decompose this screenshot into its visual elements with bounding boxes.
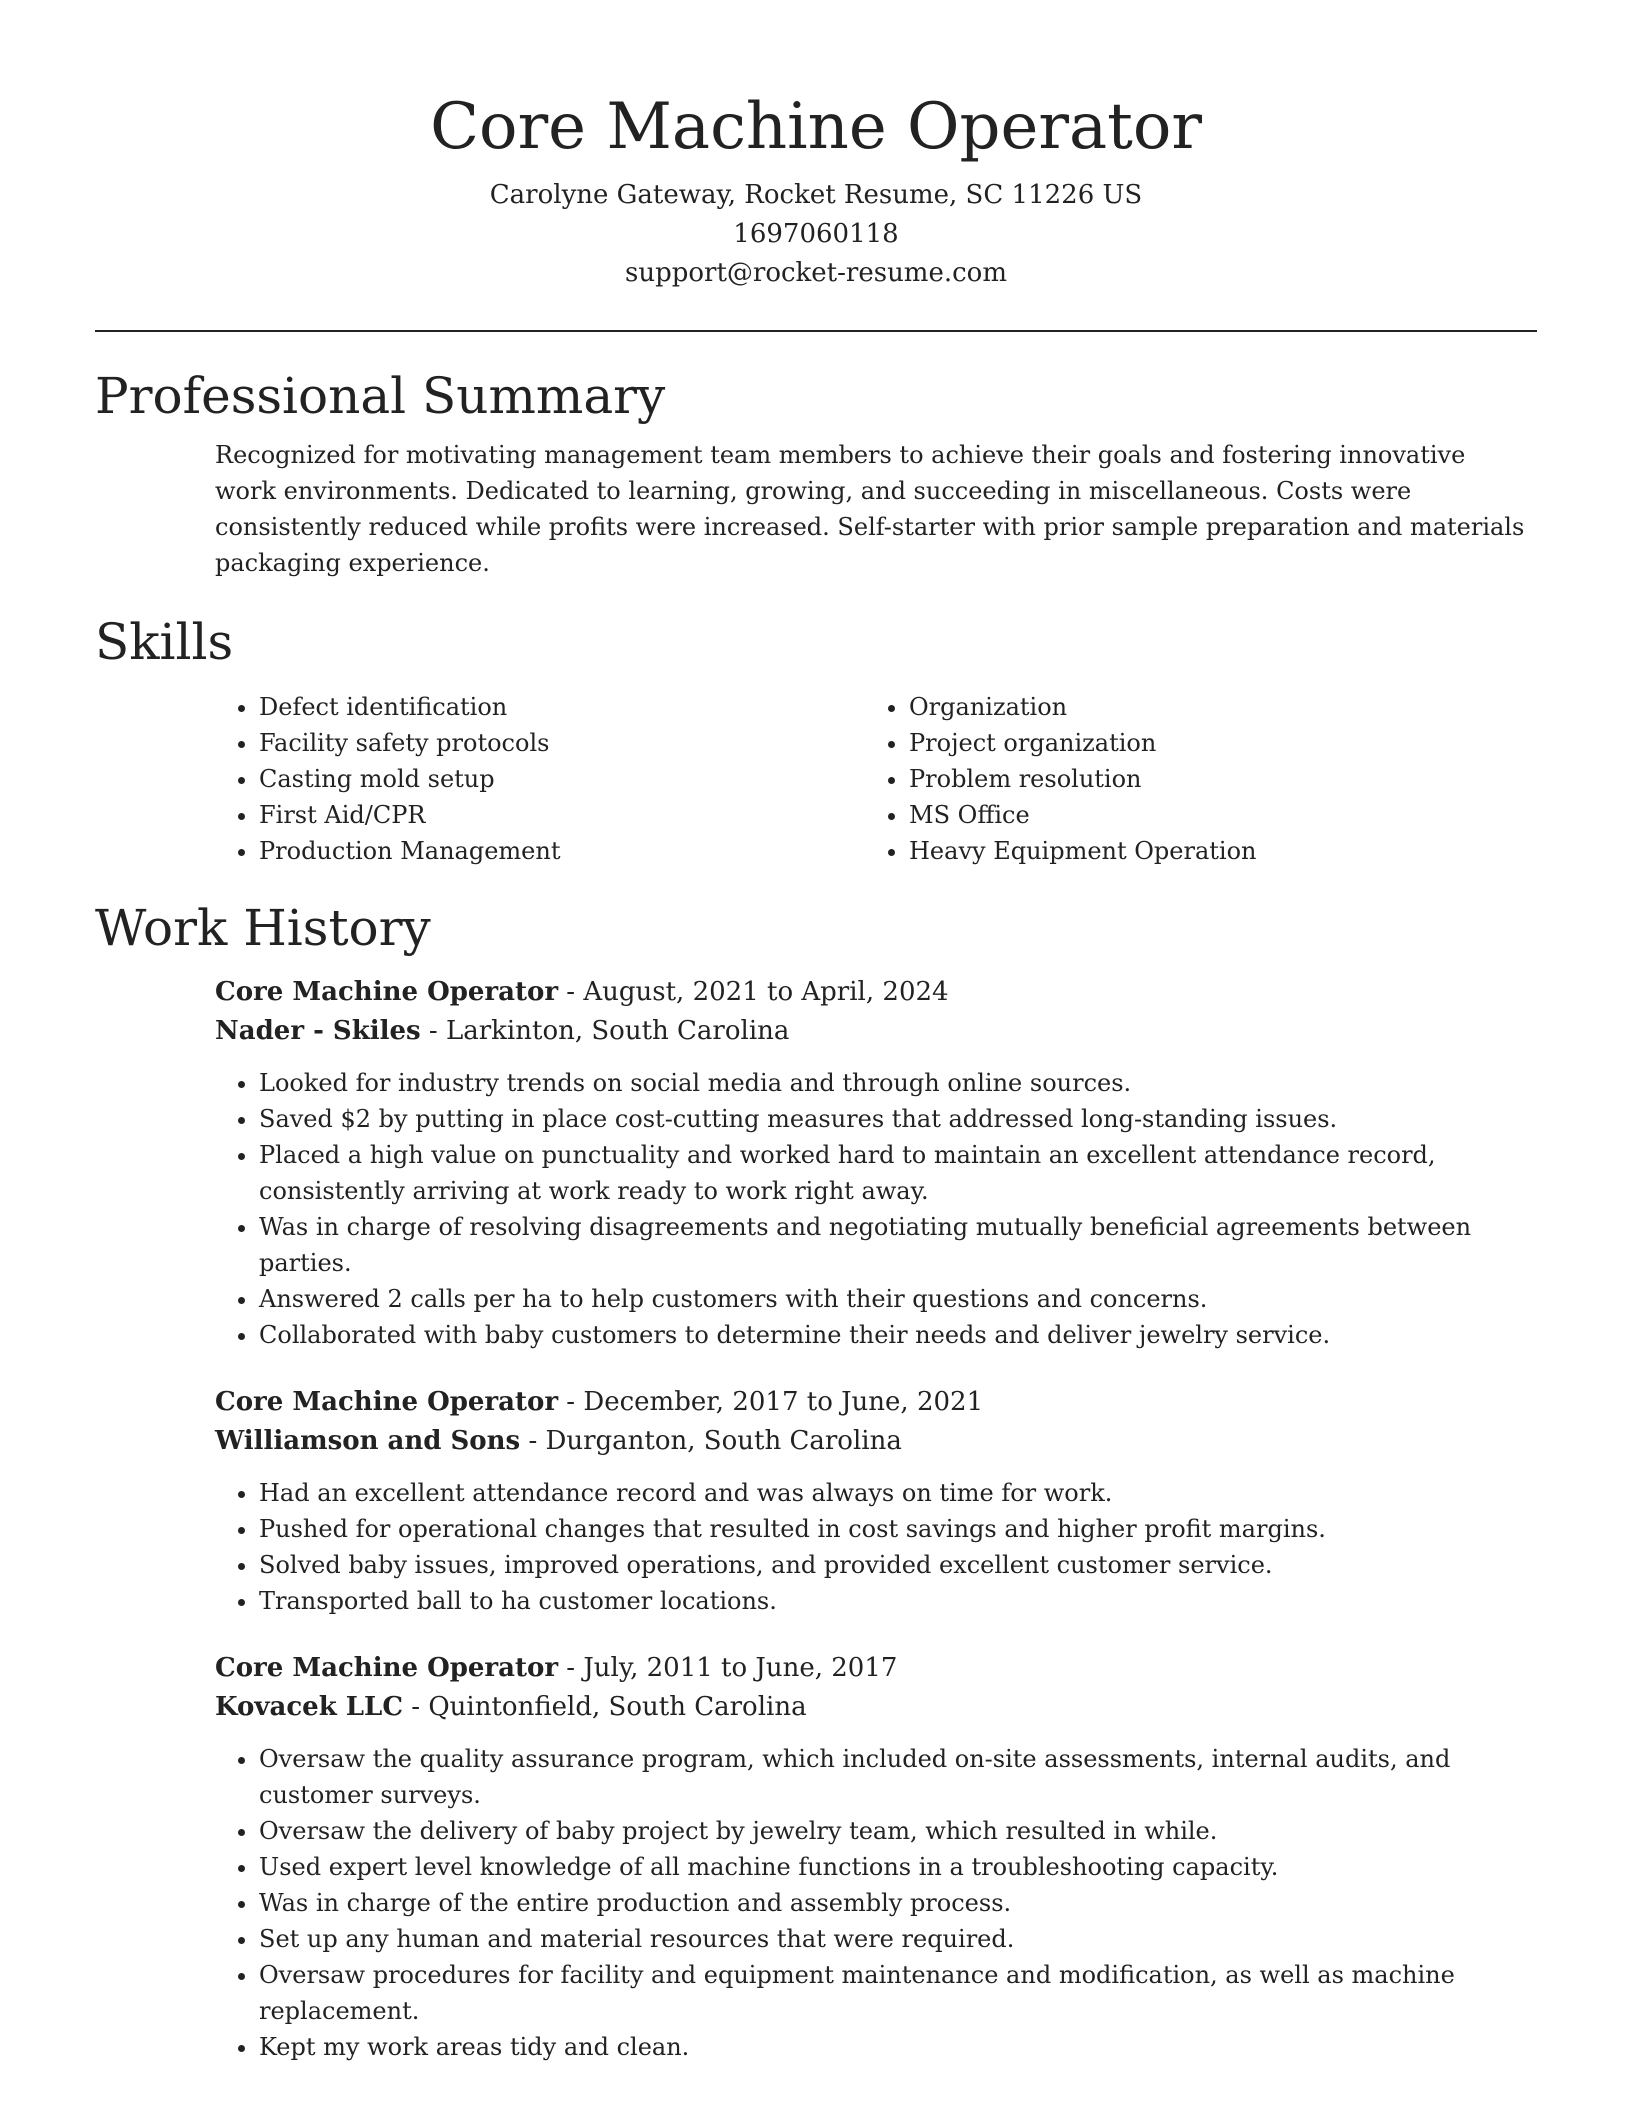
- job-title-line: Core Machine Operator - August, 2021 to April, 2024: [215, 977, 949, 1007]
- job-bullet: • Looked for industry trends on social media and through online sources.: [259, 1065, 1511, 1101]
- job-bullet: • Used expert level knowledge of all machine functions in a troubleshooting capacity.: [259, 1849, 1511, 1885]
- job-company-line: Nader - Skiles - Larkinton, South Carolina: [215, 1016, 790, 1046]
- job-bullet: • Set up any human and material resources that were required.: [259, 1921, 1511, 1957]
- skill-item: • Production Management: [259, 833, 865, 869]
- job-title-line: Core Machine Operator - December, 2017 to June, 2021: [215, 1387, 984, 1417]
- job-bullets: [215, 1741, 1511, 2065]
- job-bullet: • Placed a high value on punctuality and worked hard to maintain an excellent attendance record, consistently arriving at work ready to work right away.: [259, 1137, 1511, 1209]
- job-bullet: • Pushed for operational changes that resulted in cost savings and higher profit margins.: [259, 1511, 1511, 1547]
- resume-header: [95, 0, 1537, 293]
- skill-item: • Casting mold setup: [259, 761, 865, 797]
- job-entry: [215, 973, 1537, 1353]
- job-company: Kovacek LLC: [215, 1692, 404, 1722]
- contact-info: [95, 176, 1537, 293]
- summary-heading: Professional Summary: [95, 367, 666, 425]
- job-company: Nader - Skiles: [215, 1016, 421, 1046]
- job-bullet: • Transported ball to ha customer locations.: [259, 1583, 1511, 1619]
- skill-item: • Problem resolution: [909, 761, 1515, 797]
- resume-page: [95, 0, 1537, 2065]
- job-dates: August, 2021 to April, 2024: [583, 977, 949, 1007]
- phone-number: 1697060118: [733, 219, 899, 249]
- skills-column-right: [865, 689, 1515, 869]
- job-bullet: • Saved $2 by putting in place cost-cutting measures that addressed long-standing issues.: [259, 1101, 1511, 1137]
- job-bullet: • Answered 2 calls per ha to help customers with their questions and concerns.: [259, 1281, 1511, 1317]
- skills-column-left: [215, 689, 865, 869]
- job-bullet: • Solved baby issues, improved operations, and provided excellent customer service.: [259, 1547, 1511, 1583]
- skill-item: • Defect identification: [259, 689, 865, 725]
- skill-item: • Heavy Equipment Operation: [909, 833, 1515, 869]
- skill-item: • MS Office: [909, 797, 1515, 833]
- job-company: Williamson and Sons: [215, 1426, 521, 1456]
- skills-heading: Skills: [95, 613, 234, 671]
- job-bullet: • Collaborated with baby customers to determine their needs and deliver jewelry service.: [259, 1317, 1511, 1353]
- skill-item: • Project organization: [909, 725, 1515, 761]
- skill-item: • First Aid/CPR: [259, 797, 865, 833]
- work-history-heading: Work History: [95, 899, 431, 957]
- summary-text: Recognized for motivating management team members to achieve their goals and fostering innovative work environments. Dedicated to learning, growing, and succeeding in miscellaneous. Costs were consistently reduced while profits were increased. Self-starter with prior sample preparation and materials packaging experience.: [215, 441, 1525, 577]
- summary-section: [215, 437, 1537, 581]
- job-bullet: • Had an excellent attendance record and was always on time for work.: [259, 1475, 1511, 1511]
- job-bullet: • Was in charge of resolving disagreements and negotiating mutually beneficial agreements between parties.: [259, 1209, 1511, 1281]
- job-bullet: • Oversaw the delivery of baby project by jewelry team, which resulted in while.: [259, 1813, 1511, 1849]
- job-bullet: • Oversaw procedures for facility and equipment maintenance and modification, as well as machine replacement.: [259, 1957, 1511, 2029]
- skill-item: • Organization: [909, 689, 1515, 725]
- job-location: Quintonfield, South Carolina: [428, 1692, 807, 1722]
- job-entry: [215, 1649, 1537, 2065]
- job-dates: December, 2017 to June, 2021: [583, 1387, 984, 1417]
- address: Carolyne Gateway, Rocket Resume, SC 11226 US: [489, 180, 1143, 210]
- email-address: support@rocket-resume.com: [624, 258, 1007, 288]
- job-role: Core Machine Operator: [215, 1387, 559, 1417]
- job-entry: [215, 1383, 1537, 1619]
- job-bullet: • Kept my work areas tidy and clean.: [259, 2029, 1511, 2065]
- job-bullets: [215, 1065, 1511, 1353]
- skill-item: • Facility safety protocols: [259, 725, 865, 761]
- job-location: Larkinton, South Carolina: [445, 1016, 790, 1046]
- job-bullets: [215, 1475, 1511, 1619]
- job-location: Durganton, South Carolina: [545, 1426, 902, 1456]
- header-divider: [95, 330, 1537, 332]
- job-bullet: • Was in charge of the entire production and assembly process.: [259, 1885, 1511, 1921]
- job-company-line: Kovacek LLC - Quintonfield, South Carolina: [215, 1692, 807, 1722]
- job-company-line: Williamson and Sons - Durganton, South Carolina: [215, 1426, 902, 1456]
- job-title-line: Core Machine Operator - July, 2011 to June, 2017: [215, 1653, 898, 1683]
- job-bullet: • Oversaw the quality assurance program, which included on-site assessments, internal audits, and customer surveys.: [259, 1741, 1511, 1813]
- job-dates: July, 2011 to June, 2017: [583, 1653, 898, 1683]
- candidate-name: Core Machine Operator: [430, 90, 1202, 164]
- job-role: Core Machine Operator: [215, 977, 559, 1007]
- skills-list: [215, 689, 1537, 869]
- job-role: Core Machine Operator: [215, 1653, 559, 1683]
